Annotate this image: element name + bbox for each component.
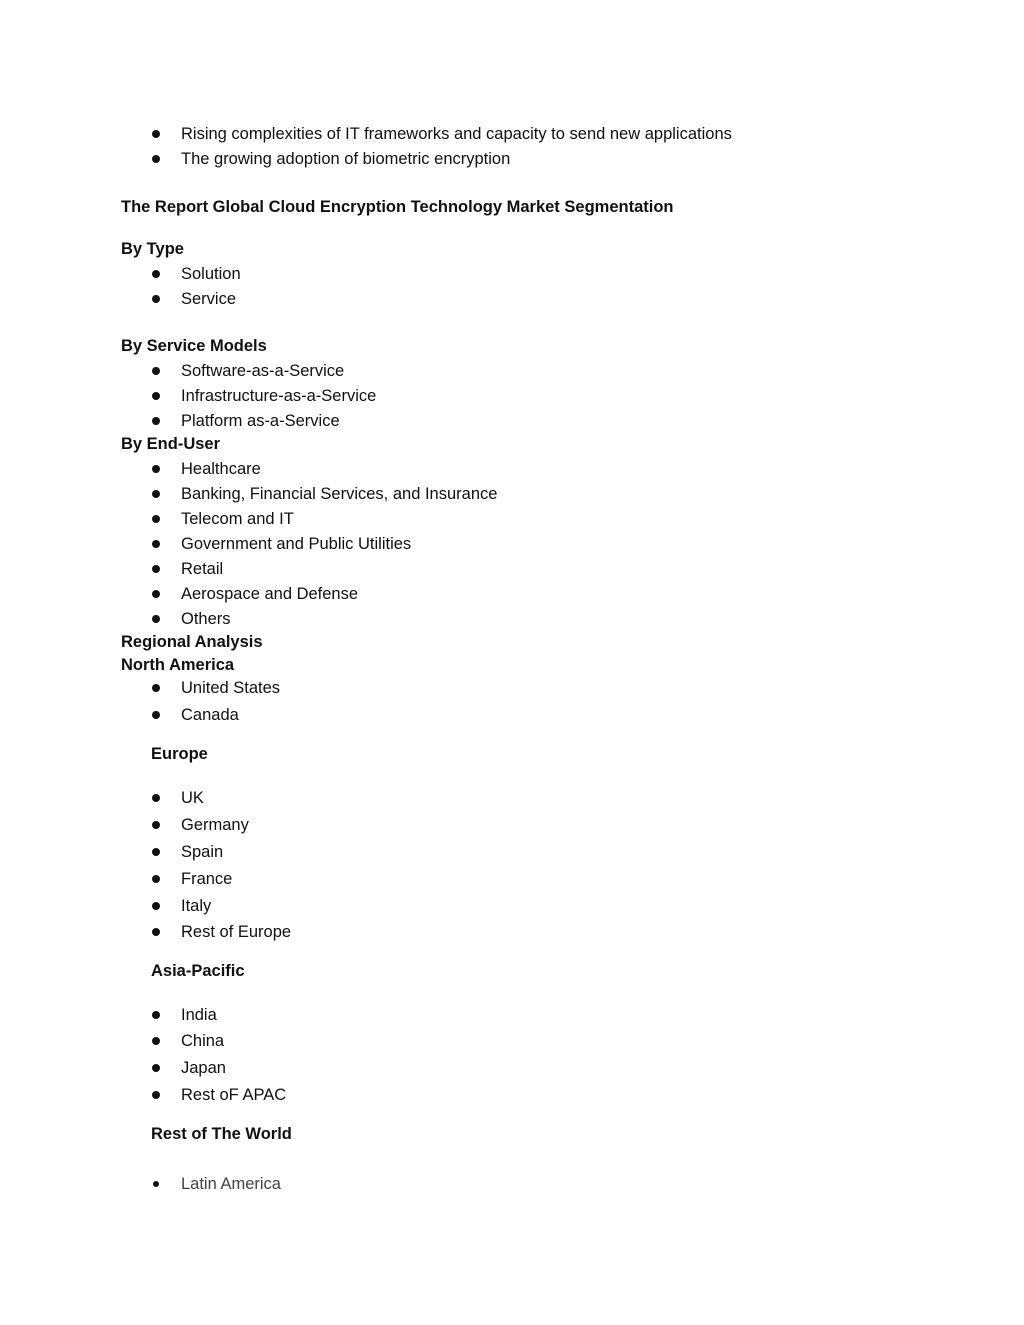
list-item-text: Rising complexities of IT frameworks and capacity to send new applications [181,125,732,143]
list-item-text: China [181,1032,225,1050]
bullet-icon [152,875,160,883]
bullet-icon [152,540,160,548]
bullet-icon [152,295,160,303]
list-item-text: The growing adoption of biometric encryption [181,150,511,168]
section-heading-by-end-user: By End-User [121,435,221,453]
list-item-text: UK [181,789,204,807]
bullet-icon [152,848,160,856]
list-item-text: Infrastructure-as-a-Service [181,387,377,405]
list-item-text: Telecom and IT [181,510,294,528]
region-heading-north-america: North America [121,656,235,674]
bullet-icon [152,490,160,498]
list-item-text: Healthcare [181,460,261,478]
list-item-text: Others [181,610,231,628]
bullet-icon [152,821,160,829]
list-item-text: Germany [181,816,249,834]
bullet-icon [152,270,160,278]
bullet-icon [152,590,160,598]
list-item-text: Spain [181,843,224,861]
section-heading-by-type: By Type [121,240,184,258]
list-item-text: Solution [181,265,241,283]
list-item-text: Software-as-a-Service [181,362,345,380]
bullet-icon [152,465,160,473]
bullet-icon [152,928,160,936]
list-item-text: Retail [181,560,224,578]
list-item-text: Service [181,290,237,308]
bullet-icon [152,794,160,802]
bullet-icon [152,1011,160,1019]
list-item-text: United States [181,679,281,697]
list-item-text: Latin America [181,1175,281,1193]
list-item-text: Italy [181,897,212,915]
bullet-icon [152,130,160,138]
bullet-icon [152,367,160,375]
bullet-icon [152,1037,160,1045]
region-heading-asia-pacific: Asia-Pacific [151,962,245,980]
report-title: The Report Global Cloud Encryption Technology Market Segmentation [121,198,674,216]
list-item-text: Japan [181,1059,226,1077]
list-item-text: Canada [181,706,239,724]
list-item-text: Platform as-a-Service [181,412,340,430]
bullet-icon [152,1064,160,1072]
list-item-text: Rest of Europe [181,923,292,941]
bullet-icon [153,1181,159,1187]
bullet-icon [152,615,160,623]
bullet-icon [152,1091,160,1099]
list-item-text: Aerospace and Defense [181,585,359,603]
bullet-icon [152,417,160,425]
region-heading-europe: Europe [151,745,208,763]
list-item-text: France [181,870,233,888]
bullet-icon [152,565,160,573]
list-item-text: Banking, Financial Services, and Insurance [181,485,498,503]
bullet-icon [152,902,160,910]
bullet-icon [152,684,160,692]
section-heading-by-service-models: By Service Models [121,337,267,355]
bullet-icon [152,155,160,163]
region-heading-rest-of-world: Rest of The World [151,1125,292,1143]
list-item-text: Government and Public Utilities [181,535,412,553]
bullet-icon [152,515,160,523]
section-heading-regional-analysis: Regional Analysis [121,633,263,651]
list-item-text: India [181,1006,217,1024]
list-item-text: Rest oF APAC [181,1086,287,1104]
bullet-icon [152,711,160,719]
bullet-icon [152,392,160,400]
